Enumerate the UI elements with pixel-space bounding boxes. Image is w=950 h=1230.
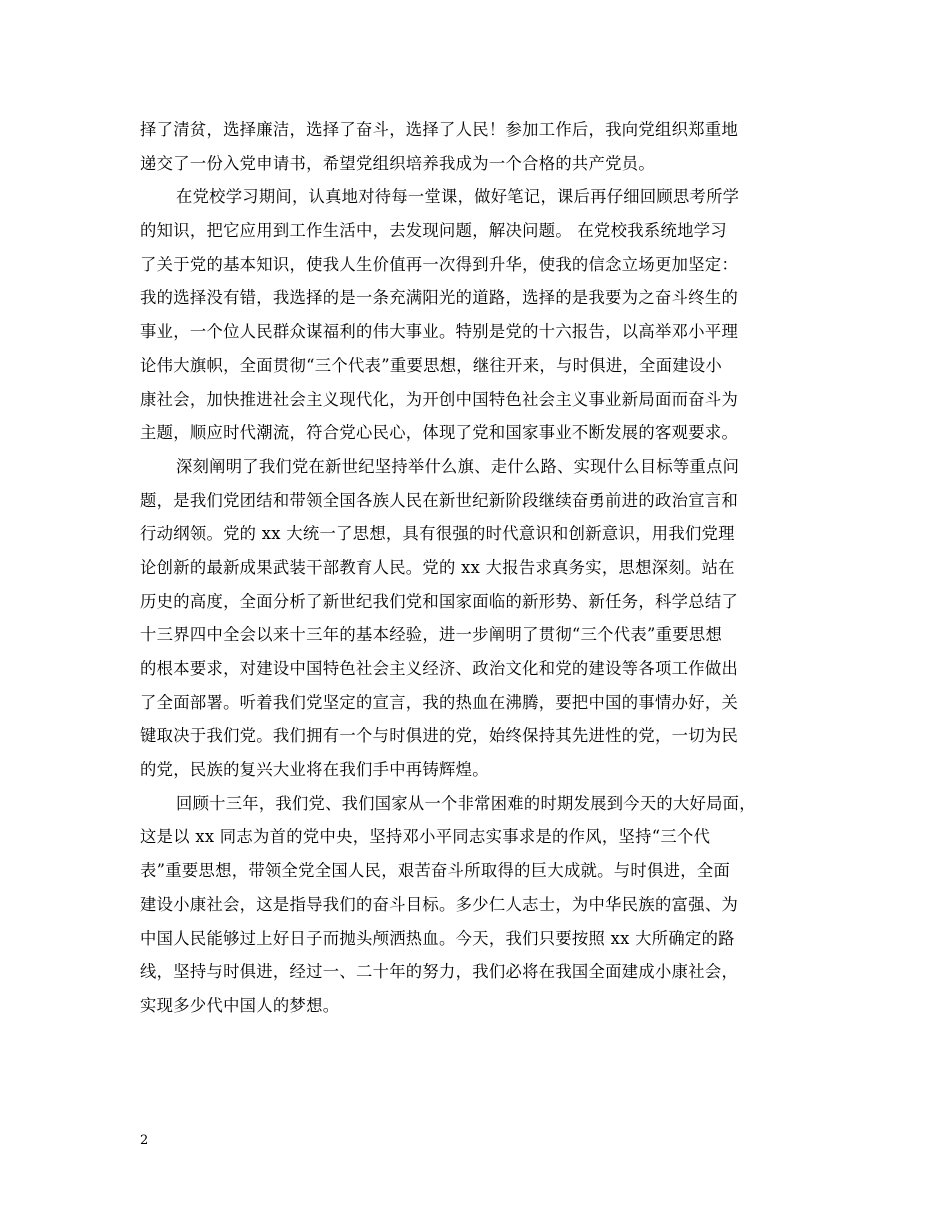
text-line: 论伟大旗帜，全面贯彻“三个代表”重要思想，继往开来，与时俱进，全面建设小 (140, 355, 723, 375)
text-line: 实现多少代中国人的梦想。 (140, 995, 340, 1015)
text-line: 历史的高度，全面分析了新世纪我们党和国家面临的新形势、新任务，科学总结了 (140, 591, 739, 611)
text-line: 主题，顺应时代潮流，符合党心民心，体现了党和国家事业不断发展的客观要求。 (140, 423, 739, 443)
text-line: 择了清贫，选择廉洁，选择了奋斗，选择了人民！参加工作后，我向党组织郑重地 (140, 120, 739, 139)
text-line: 事业，一个位人民群众谋福利的伟大事业。特别是党的十六报告，以高举邓小平理 (140, 322, 739, 342)
text-line: 康社会，加快推进社会主义现代化，为开创中国特色社会主义事业新局面而奋斗为 (140, 389, 739, 409)
text-line: 建设小康社会，这是指导我们的奋斗目标。多少仁人志士，为中华民族的富强、为 (140, 894, 739, 914)
text-line: 我的选择没有错，我选择的是一条充满阳光的道路，选择的是我要为之奋斗终生的 (140, 288, 739, 308)
document-body (140, 113, 840, 1023)
text-line: 这是以 xx 同志为首的党中央，坚持邓小平同志实事求是的作风，坚持“三个代 (140, 827, 711, 847)
text-line: 深刻阐明了我们党在新世纪坚持举什么旗、走什么路、实现什么目标等重点问 (176, 456, 740, 476)
text-line: 了关于党的基本知识，使我人生价值再一次得到升华，使我的信念立场更加坚定： (140, 254, 739, 274)
text-line: 中国人民能够过上好日子而抛头颅洒热血。今天，我们只要按照 xx 大所确定的路 (140, 928, 735, 948)
text-line: 回顾十三年，我们党、我们国家从一个非常困难的时期发展到今天的大好局面， (176, 793, 756, 813)
text-line: 题，是我们党团结和带领全国各族人民在新世纪新阶段继续奋勇前进的政治宣言和 (140, 490, 739, 510)
page-number: 2 (140, 1133, 149, 1148)
text-line: 了全面部署。听着我们党坚定的宣言，我的热血在沸腾，要把中国的事情办好，关 (140, 692, 739, 712)
text-line: 键取决于我们党。我们拥有一个与时俱进的党，始终保持其先进性的党，一切为民 (140, 726, 739, 746)
text-line: 行动纲领。党的 xx 大统一了思想，具有很强的时代意识和创新意识，用我们党理 (140, 524, 735, 544)
text-line: 在党校学习期间，认真地对待每一堂课，做好笔记，课后再仔细回顾思考所学 (176, 187, 740, 207)
text-line: 论创新的最新成果武装干部教育人民。党的 xx 大报告求真务实，思想深刻。站在 (140, 557, 735, 577)
text-line: 递交了一份入党申请书，希望党组织培养我成为一个合格的共产党员。 (140, 153, 655, 173)
text-line: 线，坚持与时俱进，经过一、二十年的努力，我们必将在我国全面建成小康社会， (140, 962, 739, 982)
text-line: 十三界四中全会以来十三年的基本经验，进一步阐明了贯彻“三个代表”重要思想 (140, 625, 723, 645)
text-line: 的知识，把它应用到工作生活中，去发现问题，解决问题。 在党校我系统地学习 (140, 221, 727, 241)
text-line: 的根本要求，对建设中国特色社会主义经济、政治文化和党的建设等各项工作做出 (140, 659, 739, 678)
text-line: 表”重要思想，带领全党全国人民，艰苦奋斗所取得的巨大成就。与时俱进，全面 (140, 861, 731, 881)
text-line: 的党，民族的复兴大业将在我们手中再铸辉煌。 (140, 760, 489, 780)
